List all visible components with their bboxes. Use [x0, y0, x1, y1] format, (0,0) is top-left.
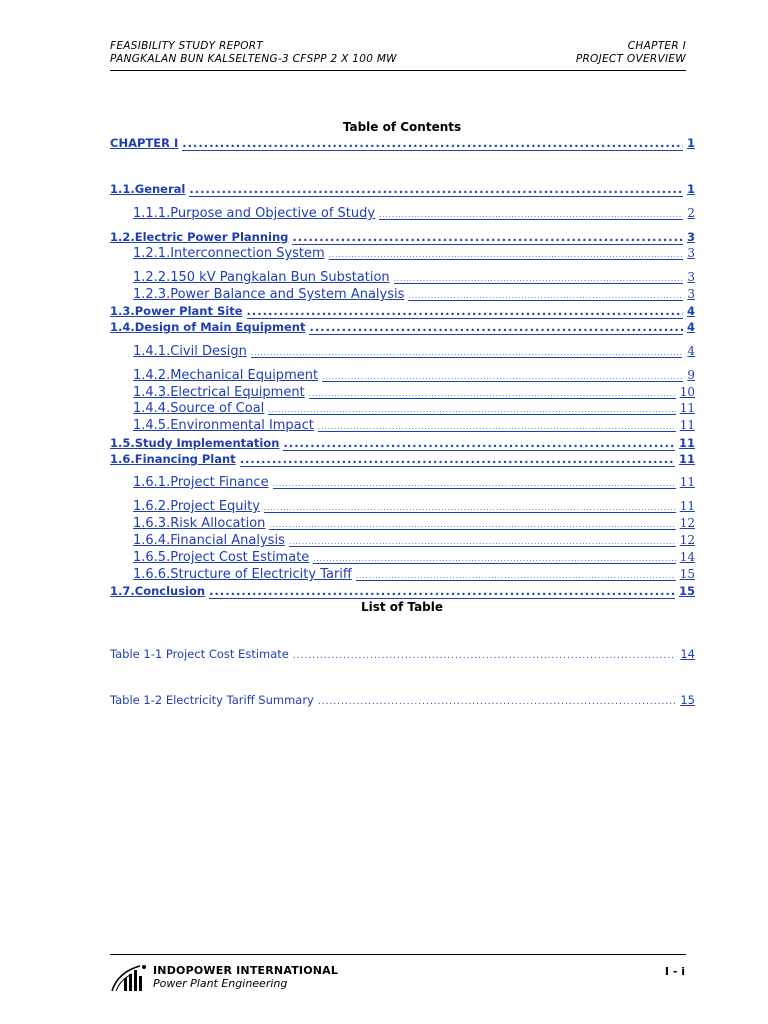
toc-entry-1-6-5[interactable]	[133, 550, 695, 565]
toc-entry-label: Financial Analysis	[170, 533, 285, 548]
toc-entry-number: 1.4.3.	[133, 385, 171, 400]
toc-entry-label: Purpose and Objective of Study	[170, 206, 376, 221]
toc-entry-label: Power Balance and System Analysis	[170, 287, 405, 302]
table-list-label: Table 1-2 Electricity Tariff Summary	[110, 693, 314, 707]
toc-entry-1-6-4[interactable]	[133, 533, 695, 548]
toc-entry-page: 3	[687, 287, 695, 301]
toc-entry-1-6[interactable]	[110, 452, 695, 467]
toc-entry-page: 9	[687, 368, 695, 382]
toc-chapter-link[interactable]	[110, 136, 695, 151]
toc-entry-page: 15	[679, 584, 696, 598]
toc-entry-label: Study Implementation	[134, 436, 280, 450]
toc-entry-label: Structure of Electricity Tariff	[170, 567, 352, 582]
toc-entry-label: Project Cost Estimate	[170, 550, 310, 565]
toc-entry-page: 12	[679, 533, 695, 547]
toc-entry-1-2-1[interactable]	[133, 246, 695, 261]
toc-entry-number: 1.6.	[110, 452, 135, 466]
toc-leader	[273, 480, 676, 489]
toc-entry-label: Source of Coal	[170, 401, 265, 416]
toc-entry-page: 4	[686, 320, 695, 334]
toc-entry-1-6-2[interactable]	[133, 499, 695, 514]
toc-entry-page: 3	[687, 246, 695, 260]
toc-entry-number: 1.2.2.	[133, 270, 171, 285]
toc-entry-page: 1	[686, 136, 695, 150]
toc-entry-1-4-4[interactable]	[133, 401, 695, 416]
list-of-table-title: List of Table	[360, 600, 444, 614]
toc-leader	[379, 211, 683, 220]
toc-leader	[408, 292, 683, 301]
toc-entry-1-4-1[interactable]	[133, 344, 695, 359]
toc-entry-label: Electric Power Planning	[134, 230, 289, 244]
toc-entry-page: 3	[687, 270, 695, 284]
toc-entry-label: Power Plant Site	[134, 304, 243, 318]
toc-entry-1-4-2[interactable]	[133, 368, 695, 383]
table-list-entry-1-1[interactable]	[110, 647, 695, 661]
toc-leader	[313, 555, 675, 564]
toc-entry-page: 15	[679, 567, 695, 581]
toc-leader	[182, 136, 683, 151]
toc-entry-number: 1.2.1.	[133, 246, 171, 261]
toc-entry-number: 1.3.	[110, 304, 135, 318]
toc-entry-page: 14	[679, 550, 695, 564]
toc-entry-label: Project Finance	[170, 475, 269, 490]
toc-entry-label: Financing Plant	[134, 452, 236, 466]
toc-entry-1-1-1[interactable]	[133, 206, 695, 221]
toc-leader	[309, 390, 676, 399]
header-chapter-title: PROJECT OVERVIEW	[575, 53, 686, 65]
table-list-page: 14	[680, 647, 695, 661]
toc-entry-number: 1.4.4.	[133, 401, 171, 416]
toc-entry-1-2-2[interactable]	[133, 270, 695, 285]
toc-leader	[322, 373, 683, 382]
toc-entry-number: 1.4.	[110, 320, 135, 334]
toc-leader	[318, 697, 677, 707]
toc-entry-number: 1.1.	[110, 182, 135, 196]
toc-title: Table of Contents	[342, 120, 462, 134]
toc-entry-1-6-6[interactable]	[133, 567, 695, 582]
toc-entry-number: 1.4.2.	[133, 368, 171, 383]
toc-leader	[268, 406, 675, 415]
toc-entry-page: 11	[679, 499, 695, 513]
toc-leader	[264, 504, 676, 513]
toc-entry-1-6-3[interactable]	[133, 516, 695, 531]
toc-entry-page: 11	[679, 436, 696, 450]
toc-leader	[251, 349, 682, 358]
toc-entry-page: 3	[686, 230, 695, 244]
toc-entry-page: 4	[686, 304, 695, 318]
footer-rule	[110, 954, 686, 955]
page-number: I - i	[664, 965, 685, 978]
toc-leader	[189, 182, 683, 197]
page-header	[110, 40, 686, 66]
toc-entry-page: 10	[679, 385, 695, 399]
toc-entry-1-4-5[interactable]	[133, 418, 695, 433]
toc-entry-1-5[interactable]	[110, 436, 695, 451]
toc-entry-page: 11	[679, 452, 696, 466]
toc-leader	[309, 320, 683, 335]
toc-leader	[292, 230, 683, 245]
footer-brand: INDOPOWER INTERNATIONAL	[153, 964, 339, 977]
toc-leader	[247, 304, 683, 319]
table-list-page: 15	[680, 693, 695, 707]
toc-entry-page: 2	[687, 206, 695, 220]
toc-leader	[269, 521, 675, 530]
indopower-logo	[110, 962, 150, 992]
header-chapter: CHAPTER I	[627, 40, 686, 52]
toc-entry-label: Environmental Impact	[170, 418, 314, 433]
toc-entry-number: 1.2.3.	[133, 287, 171, 302]
toc-entry-number: 1.4.1.	[133, 344, 171, 359]
table-list-entry-1-2[interactable]	[110, 693, 695, 707]
toc-entry-page: 11	[679, 475, 695, 489]
toc-entry-page: 1	[686, 182, 695, 196]
toc-entry-number: 1.6.1.	[133, 475, 171, 490]
toc-entry-page: 11	[679, 418, 695, 432]
toc-entry-number: 1.6.3.	[133, 516, 171, 531]
toc-entry-label: Risk Allocation	[170, 516, 266, 531]
toc-leader	[318, 423, 676, 432]
header-rule	[110, 70, 686, 71]
toc-entry-page: 11	[679, 401, 695, 415]
toc-entry-page: 4	[687, 344, 695, 358]
toc-entry-label: CHAPTER I	[110, 136, 179, 150]
toc-entry-label: Design of Main Equipment	[134, 320, 306, 334]
toc-entry-number: 1.7.	[110, 584, 135, 598]
toc-entry-number: 1.1.1.	[133, 206, 171, 221]
toc-entry-number: 1.6.2.	[133, 499, 171, 514]
toc-entry-label: Interconnection System	[170, 246, 325, 261]
toc-entry-1-1[interactable]	[110, 182, 695, 197]
toc-leader	[240, 452, 675, 467]
toc-leader	[329, 251, 684, 260]
toc-entry-label: Project Equity	[170, 499, 260, 514]
toc-entry-label: General	[134, 182, 186, 196]
toc-leader	[209, 584, 675, 599]
toc-leader	[394, 275, 684, 284]
footer-tagline: Power Plant Engineering	[153, 977, 288, 990]
header-project-name: PANGKALAN BUN KALSELTENG-3 CFSPP 2 X 100 MW	[110, 53, 397, 65]
toc-entry-1-4[interactable]	[110, 320, 695, 335]
toc-leader	[283, 436, 675, 451]
toc-entry-label: Civil Design	[170, 344, 247, 359]
toc-entry-page: 12	[679, 516, 695, 530]
toc-entry-number: 1.2.	[110, 230, 135, 244]
toc-entry-number: 1.5.	[110, 436, 135, 450]
toc-entry-number: 1.6.6.	[133, 567, 171, 582]
toc-leader	[289, 538, 676, 547]
toc-entry-1-3[interactable]	[110, 304, 695, 319]
toc-entry-1-6-1[interactable]	[133, 475, 695, 490]
toc-entry-1-7[interactable]	[110, 584, 695, 599]
toc-entry-1-2-3[interactable]	[133, 287, 695, 302]
toc-leader	[356, 572, 676, 581]
toc-entry-number: 1.4.5.	[133, 418, 171, 433]
toc-entry-number: 1.6.4.	[133, 533, 171, 548]
toc-entry-label: 150 kV Pangkalan Bun Substation	[170, 270, 390, 285]
header-report-title: FEASIBILITY STUDY REPORT	[110, 40, 264, 52]
toc-leader	[293, 651, 677, 661]
toc-entry-number: 1.6.5.	[133, 550, 171, 565]
toc-entry-1-4-3[interactable]	[133, 385, 695, 400]
table-list-label: Table 1-1 Project Cost Estimate	[110, 647, 289, 661]
toc-entry-label: Electrical Equipment	[170, 385, 305, 400]
toc-entry-1-2[interactable]	[110, 230, 695, 245]
toc-entry-label: Conclusion	[134, 584, 206, 598]
toc-entry-label: Mechanical Equipment	[170, 368, 319, 383]
